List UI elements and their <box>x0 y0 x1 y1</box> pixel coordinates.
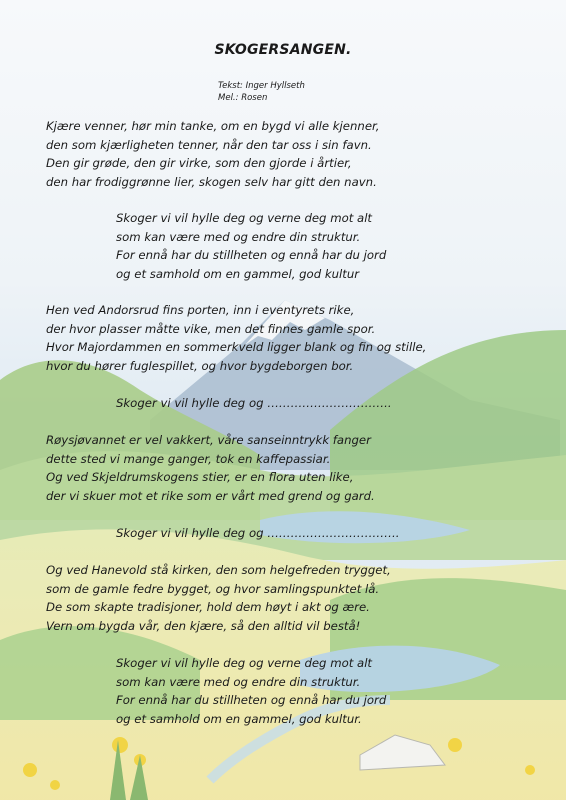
lyric-line: som kan være med og endre din struktur. <box>116 229 361 244</box>
lyric-line: For ennå har du stillheten og ennå har du jord <box>116 248 387 263</box>
lyric-line: Skoger vi vil hylle deg og verne deg mot alt <box>116 656 373 670</box>
lyricist-credit: Tekst: Inger Hyllseth <box>218 81 305 91</box>
verse-4 <box>46 561 391 635</box>
lyric-line: som kan være med og endre din struktur. <box>116 674 361 689</box>
lyric-line: De som skapte tradisjoner, hold dem høyt i akt og ære. <box>46 600 370 615</box>
lyric-line: Og ved Skjeldrumskogens stier, er en flora uten like, <box>46 470 354 485</box>
lyric-line: der hvor plasser måtte vike, men det finnes gamle spor. <box>46 321 376 336</box>
lyric-line: Skoger vi vil hylle deg og ……………………………. <box>116 526 400 540</box>
song-credits <box>218 80 305 104</box>
lyric-line: som de gamle fedre bygget, og hvor samlingspunktet lå. <box>46 581 380 596</box>
lyric-line: og et samhold om en gammel, god kultur <box>116 266 360 281</box>
lyric-line: Den gir grøde, den gir virke, som den gjorde i årtier, <box>46 156 352 171</box>
lyric-line: den har frodiggrønne lier, skogen selv har gitt den navn. <box>46 174 377 189</box>
verse-3 <box>46 431 375 505</box>
lyric-line: Kjære venner, hør min tanke, om en bygd vi alle kjenner, <box>46 119 380 133</box>
lyric-line: hvor du hører fuglespillet, og hvor bygdeborgen bor. <box>46 358 354 373</box>
chorus-reference-2 <box>116 524 400 543</box>
lyric-line: Vern om bygda vår, den kjære, så den alltid vil bestå! <box>46 618 361 633</box>
chorus-reference-1 <box>116 394 392 413</box>
lyric-line: Hvor Majordammen en sommerkveld ligger blank og fin og stille, <box>46 340 427 355</box>
chorus-1 <box>116 209 386 283</box>
lyric-line: Hen ved Andorsrud fins porten, inn i eventyrets rike, <box>46 303 355 317</box>
lyric-line: For ennå har du stillheten og ennå har du jord <box>116 693 387 708</box>
verse-2 <box>46 301 426 375</box>
lyric-line: Skoger vi vil hylle deg og ………………………….. <box>116 396 392 410</box>
lyric-line: der vi skuer mot et rike som er vårt med grend og gard. <box>46 488 375 503</box>
melody-credit: Mel.: Rosen <box>218 93 268 103</box>
lyric-line: Røysjøvannet er vel vakkert, våre sanseinntrykk fanger <box>46 433 371 447</box>
lyric-line: og et samhold om en gammel, god kultur. <box>116 711 362 726</box>
chorus-final <box>116 654 386 728</box>
verse-1 <box>46 117 379 191</box>
lyric-line: Skoger vi vil hylle deg og verne deg mot alt <box>116 211 373 225</box>
song-title: SKOGERSANGEN. <box>214 42 352 58</box>
lyric-line: Og ved Hanevold stå kirken, den som helgefreden trygget, <box>46 563 391 577</box>
lyric-line: den som kjærligheten tenner, når den tar oss i sin favn. <box>46 137 372 152</box>
lyric-line: dette sted vi mange ganger, tok en kaffepassiar. <box>46 451 331 466</box>
